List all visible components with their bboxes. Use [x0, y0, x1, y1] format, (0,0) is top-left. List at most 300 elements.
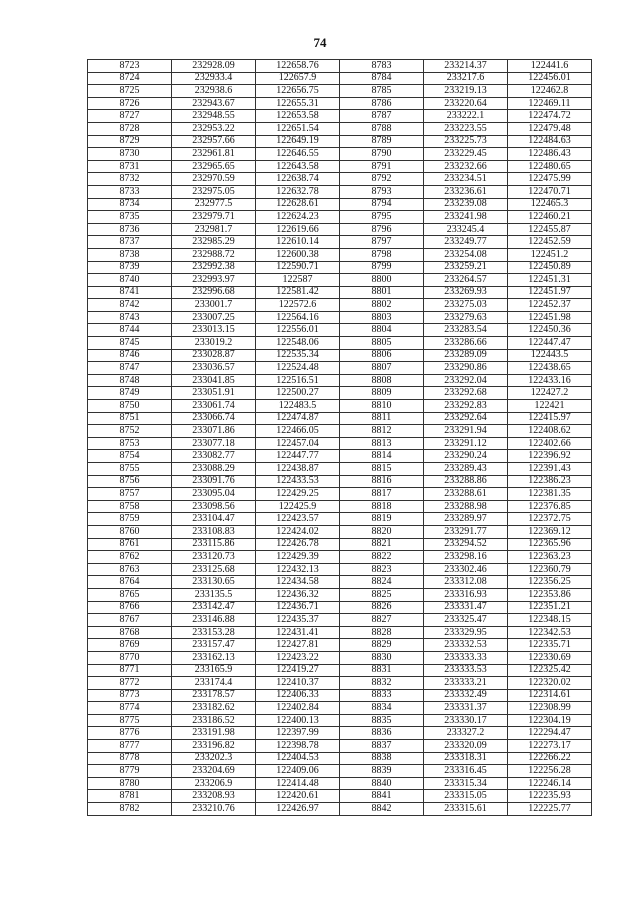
table-row [88, 601, 592, 614]
table-row [88, 236, 592, 249]
point-number-right: 8817 [340, 488, 424, 501]
y-coordinate-left: 122483.5 [256, 400, 340, 413]
x-coordinate-right: 233223.55 [424, 122, 508, 135]
point-number-right: 8841 [340, 790, 424, 803]
point-number-left: 8737 [88, 236, 172, 249]
y-coordinate-right: 122356.25 [508, 576, 592, 589]
x-coordinate-right: 233333.53 [424, 664, 508, 677]
point-number-left: 8773 [88, 689, 172, 702]
x-coordinate-right: 233331.37 [424, 702, 508, 715]
point-number-right: 8807 [340, 362, 424, 375]
x-coordinate-right: 233333.33 [424, 651, 508, 664]
y-coordinate-right: 122225.77 [508, 803, 592, 816]
table-row [88, 450, 592, 463]
table-row [88, 677, 592, 690]
x-coordinate-left: 233135.5 [172, 588, 256, 601]
y-coordinate-right: 122342.53 [508, 626, 592, 639]
x-coordinate-left: 233061.74 [172, 400, 256, 413]
point-number-left: 8782 [88, 803, 172, 816]
x-coordinate-right: 233291.12 [424, 437, 508, 450]
x-coordinate-left: 232975.05 [172, 185, 256, 198]
x-coordinate-left: 232977.5 [172, 198, 256, 211]
y-coordinate-right: 122266.22 [508, 752, 592, 765]
point-number-right: 8808 [340, 374, 424, 387]
x-coordinate-left: 232943.67 [172, 97, 256, 110]
x-coordinate-left: 232981.7 [172, 223, 256, 236]
table-row [88, 274, 592, 287]
x-coordinate-left: 233202.3 [172, 752, 256, 765]
y-coordinate-left: 122658.76 [256, 60, 340, 73]
x-coordinate-left: 233095.04 [172, 488, 256, 501]
y-coordinate-right: 122320.02 [508, 677, 592, 690]
y-coordinate-right: 122451.97 [508, 286, 592, 299]
y-coordinate-right: 122433.16 [508, 374, 592, 387]
x-coordinate-left: 233098.56 [172, 500, 256, 513]
point-number-left: 8767 [88, 614, 172, 627]
point-number-right: 8813 [340, 437, 424, 450]
point-number-right: 8791 [340, 160, 424, 173]
point-number-left: 8753 [88, 437, 172, 450]
point-number-left: 8763 [88, 563, 172, 576]
table-row [88, 664, 592, 677]
y-coordinate-left: 122423.57 [256, 513, 340, 526]
x-coordinate-right: 233269.93 [424, 286, 508, 299]
table-row [88, 463, 592, 476]
point-number-right: 8788 [340, 122, 424, 135]
point-number-right: 8822 [340, 551, 424, 564]
x-coordinate-left: 233108.83 [172, 525, 256, 538]
x-coordinate-left: 233115.86 [172, 538, 256, 551]
table-row [88, 727, 592, 740]
table-row [88, 286, 592, 299]
table-row [88, 374, 592, 387]
point-number-left: 8725 [88, 85, 172, 98]
table-row [88, 223, 592, 236]
x-coordinate-left: 232970.59 [172, 173, 256, 186]
y-coordinate-left: 122432.13 [256, 563, 340, 576]
x-coordinate-left: 232957.66 [172, 135, 256, 148]
table-row [88, 626, 592, 639]
y-coordinate-left: 122632.78 [256, 185, 340, 198]
y-coordinate-right: 122294.47 [508, 727, 592, 740]
y-coordinate-left: 122600.38 [256, 248, 340, 261]
y-coordinate-right: 122451.2 [508, 248, 592, 261]
point-number-right: 8786 [340, 97, 424, 110]
point-number-right: 8795 [340, 211, 424, 224]
x-coordinate-right: 233232.66 [424, 160, 508, 173]
table-row [88, 337, 592, 350]
table-row [88, 576, 592, 589]
y-coordinate-left: 122429.39 [256, 551, 340, 564]
y-coordinate-left: 122410.37 [256, 677, 340, 690]
point-number-left: 8764 [88, 576, 172, 589]
x-coordinate-right: 233320.09 [424, 740, 508, 753]
x-coordinate-left: 232979.71 [172, 211, 256, 224]
coordinates-table [87, 59, 592, 816]
y-coordinate-left: 122427.81 [256, 639, 340, 652]
y-coordinate-right: 122452.59 [508, 236, 592, 249]
x-coordinate-right: 233316.45 [424, 765, 508, 778]
point-number-left: 8777 [88, 740, 172, 753]
point-number-left: 8744 [88, 324, 172, 337]
x-coordinate-right: 233241.98 [424, 211, 508, 224]
x-coordinate-right: 233289.97 [424, 513, 508, 526]
point-number-left: 8726 [88, 97, 172, 110]
x-coordinate-right: 233220.64 [424, 97, 508, 110]
y-coordinate-right: 122480.65 [508, 160, 592, 173]
x-coordinate-left: 233041.85 [172, 374, 256, 387]
point-number-left: 8741 [88, 286, 172, 299]
point-number-right: 8805 [340, 337, 424, 350]
table-row [88, 551, 592, 564]
x-coordinate-left: 233153.28 [172, 626, 256, 639]
point-number-right: 8833 [340, 689, 424, 702]
y-coordinate-left: 122434.58 [256, 576, 340, 589]
x-coordinate-left: 232965.65 [172, 160, 256, 173]
x-coordinate-right: 233302.46 [424, 563, 508, 576]
table-row [88, 588, 592, 601]
x-coordinate-right: 233288.61 [424, 488, 508, 501]
point-number-left: 8774 [88, 702, 172, 715]
y-coordinate-right: 122484.63 [508, 135, 592, 148]
y-coordinate-right: 122246.14 [508, 777, 592, 790]
y-coordinate-left: 122420.61 [256, 790, 340, 803]
point-number-right: 8811 [340, 412, 424, 425]
y-coordinate-right: 122450.36 [508, 324, 592, 337]
y-coordinate-right: 122308.99 [508, 702, 592, 715]
x-coordinate-left: 233088.29 [172, 463, 256, 476]
point-number-right: 8835 [340, 714, 424, 727]
point-number-left: 8776 [88, 727, 172, 740]
x-coordinate-left: 232988.72 [172, 248, 256, 261]
x-coordinate-right: 233290.24 [424, 450, 508, 463]
point-number-right: 8842 [340, 803, 424, 816]
x-coordinate-right: 233331.47 [424, 601, 508, 614]
y-coordinate-right: 122455.87 [508, 223, 592, 236]
table-row [88, 689, 592, 702]
x-coordinate-right: 233217.6 [424, 72, 508, 85]
point-number-right: 8798 [340, 248, 424, 261]
table-row [88, 387, 592, 400]
y-coordinate-left: 122657.9 [256, 72, 340, 85]
y-coordinate-right: 122314.61 [508, 689, 592, 702]
y-coordinate-right: 122421 [508, 400, 592, 413]
point-number-right: 8809 [340, 387, 424, 400]
point-number-right: 8810 [340, 400, 424, 413]
y-coordinate-left: 122402.84 [256, 702, 340, 715]
point-number-right: 8830 [340, 651, 424, 664]
x-coordinate-right: 233275.03 [424, 299, 508, 312]
point-number-right: 8820 [340, 525, 424, 538]
x-coordinate-left: 233130.65 [172, 576, 256, 589]
point-number-right: 8792 [340, 173, 424, 186]
y-coordinate-left: 122628.61 [256, 198, 340, 211]
point-number-left: 8747 [88, 362, 172, 375]
point-number-right: 8797 [340, 236, 424, 249]
y-coordinate-left: 122409.06 [256, 765, 340, 778]
table-row [88, 488, 592, 501]
x-coordinate-right: 233292.83 [424, 400, 508, 413]
x-coordinate-right: 233327.2 [424, 727, 508, 740]
x-coordinate-left: 232993.97 [172, 274, 256, 287]
x-coordinate-left: 233204.69 [172, 765, 256, 778]
table-row [88, 349, 592, 362]
y-coordinate-right: 122452.37 [508, 299, 592, 312]
table-row [88, 135, 592, 148]
x-coordinate-right: 233291.77 [424, 525, 508, 538]
y-coordinate-right: 122256.28 [508, 765, 592, 778]
y-coordinate-right: 122469.11 [508, 97, 592, 110]
point-number-right: 8836 [340, 727, 424, 740]
y-coordinate-right: 122363.23 [508, 551, 592, 564]
point-number-right: 8790 [340, 148, 424, 161]
x-coordinate-left: 233001.7 [172, 299, 256, 312]
y-coordinate-right: 122408.62 [508, 425, 592, 438]
table-row [88, 261, 592, 274]
table-row [88, 160, 592, 173]
point-number-left: 8754 [88, 450, 172, 463]
coordinates-table-body [88, 60, 592, 816]
x-coordinate-right: 233214.37 [424, 60, 508, 73]
x-coordinate-right: 233332.49 [424, 689, 508, 702]
x-coordinate-right: 233292.64 [424, 412, 508, 425]
x-coordinate-left: 232961.81 [172, 148, 256, 161]
table-row [88, 110, 592, 123]
point-number-left: 8745 [88, 337, 172, 350]
point-number-right: 8825 [340, 588, 424, 601]
y-coordinate-right: 122447.47 [508, 337, 592, 350]
y-coordinate-left: 122419.27 [256, 664, 340, 677]
x-coordinate-right: 233239.08 [424, 198, 508, 211]
point-number-right: 8828 [340, 626, 424, 639]
point-number-left: 8781 [88, 790, 172, 803]
point-number-right: 8827 [340, 614, 424, 627]
x-coordinate-right: 233283.54 [424, 324, 508, 337]
table-row [88, 765, 592, 778]
point-number-left: 8778 [88, 752, 172, 765]
table-row [88, 97, 592, 110]
y-coordinate-right: 122376.85 [508, 500, 592, 513]
point-number-left: 8752 [88, 425, 172, 438]
x-coordinate-right: 233292.04 [424, 374, 508, 387]
x-coordinate-right: 233315.34 [424, 777, 508, 790]
table-row [88, 513, 592, 526]
point-number-left: 8768 [88, 626, 172, 639]
y-coordinate-left: 122426.78 [256, 538, 340, 551]
y-coordinate-right: 122348.15 [508, 614, 592, 627]
y-coordinate-right: 122353.86 [508, 588, 592, 601]
x-coordinate-right: 233315.61 [424, 803, 508, 816]
point-number-left: 8748 [88, 374, 172, 387]
y-coordinate-left: 122564.16 [256, 311, 340, 324]
point-number-left: 8727 [88, 110, 172, 123]
point-number-left: 8780 [88, 777, 172, 790]
point-number-left: 8749 [88, 387, 172, 400]
table-row [88, 500, 592, 513]
point-number-right: 8803 [340, 311, 424, 324]
y-coordinate-right: 122235.93 [508, 790, 592, 803]
y-coordinate-left: 122572.6 [256, 299, 340, 312]
table-row [88, 198, 592, 211]
point-number-left: 8755 [88, 463, 172, 476]
table-row [88, 173, 592, 186]
table-row [88, 803, 592, 816]
y-coordinate-right: 122381.35 [508, 488, 592, 501]
x-coordinate-left: 233146.88 [172, 614, 256, 627]
x-coordinate-right: 233264.57 [424, 274, 508, 287]
point-number-right: 8789 [340, 135, 424, 148]
x-coordinate-right: 233254.08 [424, 248, 508, 261]
y-coordinate-right: 122365.96 [508, 538, 592, 551]
table-row [88, 425, 592, 438]
point-number-left: 8772 [88, 677, 172, 690]
y-coordinate-left: 122431.41 [256, 626, 340, 639]
point-number-left: 8779 [88, 765, 172, 778]
y-coordinate-left: 122425.9 [256, 500, 340, 513]
y-coordinate-right: 122451.31 [508, 274, 592, 287]
table-row [88, 400, 592, 413]
table-row [88, 185, 592, 198]
y-coordinate-left: 122548.06 [256, 337, 340, 350]
table-row [88, 714, 592, 727]
point-number-right: 8794 [340, 198, 424, 211]
x-coordinate-right: 233288.86 [424, 475, 508, 488]
x-coordinate-left: 233157.47 [172, 639, 256, 652]
x-coordinate-left: 232948.55 [172, 110, 256, 123]
point-number-right: 8816 [340, 475, 424, 488]
table-row [88, 412, 592, 425]
y-coordinate-right: 122360.79 [508, 563, 592, 576]
x-coordinate-left: 233013.15 [172, 324, 256, 337]
point-number-left: 8762 [88, 551, 172, 564]
table-row [88, 525, 592, 538]
point-number-left: 8775 [88, 714, 172, 727]
y-coordinate-left: 122651.54 [256, 122, 340, 135]
x-coordinate-right: 233291.94 [424, 425, 508, 438]
y-coordinate-left: 122474.87 [256, 412, 340, 425]
x-coordinate-right: 233279.63 [424, 311, 508, 324]
y-coordinate-left: 122457.04 [256, 437, 340, 450]
point-number-left: 8733 [88, 185, 172, 198]
point-number-left: 8732 [88, 173, 172, 186]
table-row [88, 614, 592, 627]
x-coordinate-left: 233125.68 [172, 563, 256, 576]
table-row [88, 639, 592, 652]
table-row [88, 72, 592, 85]
x-coordinate-left: 233178.57 [172, 689, 256, 702]
point-number-right: 8804 [340, 324, 424, 337]
point-number-left: 8723 [88, 60, 172, 73]
y-coordinate-left: 122643.58 [256, 160, 340, 173]
y-coordinate-right: 122479.48 [508, 122, 592, 135]
point-number-right: 8806 [340, 349, 424, 362]
point-number-right: 8800 [340, 274, 424, 287]
x-coordinate-right: 233329.95 [424, 626, 508, 639]
y-coordinate-right: 122304.19 [508, 714, 592, 727]
table-row [88, 752, 592, 765]
y-coordinate-left: 122414.48 [256, 777, 340, 790]
point-number-right: 8837 [340, 740, 424, 753]
point-number-right: 8815 [340, 463, 424, 476]
x-coordinate-left: 233165.9 [172, 664, 256, 677]
y-coordinate-right: 122441.6 [508, 60, 592, 73]
x-coordinate-right: 233325.47 [424, 614, 508, 627]
x-coordinate-left: 233120.73 [172, 551, 256, 564]
point-number-left: 8736 [88, 223, 172, 236]
point-number-left: 8769 [88, 639, 172, 652]
point-number-right: 8821 [340, 538, 424, 551]
point-number-right: 8802 [340, 299, 424, 312]
y-coordinate-left: 122653.58 [256, 110, 340, 123]
y-coordinate-left: 122516.51 [256, 374, 340, 387]
x-coordinate-left: 232996.68 [172, 286, 256, 299]
point-number-right: 8812 [340, 425, 424, 438]
x-coordinate-left: 232985.29 [172, 236, 256, 249]
table-row [88, 777, 592, 790]
y-coordinate-left: 122433.53 [256, 475, 340, 488]
point-number-right: 8840 [340, 777, 424, 790]
table-row [88, 437, 592, 450]
table-row [88, 122, 592, 135]
point-number-left: 8739 [88, 261, 172, 274]
point-number-left: 8750 [88, 400, 172, 413]
y-coordinate-left: 122424.02 [256, 525, 340, 538]
point-number-right: 8823 [340, 563, 424, 576]
table-row [88, 563, 592, 576]
y-coordinate-left: 122655.31 [256, 97, 340, 110]
y-coordinate-left: 122524.48 [256, 362, 340, 375]
y-coordinate-left: 122436.71 [256, 601, 340, 614]
x-coordinate-right: 233292.68 [424, 387, 508, 400]
x-coordinate-left: 233091.76 [172, 475, 256, 488]
y-coordinate-right: 122273.17 [508, 740, 592, 753]
y-coordinate-left: 122406.33 [256, 689, 340, 702]
x-coordinate-right: 233298.16 [424, 551, 508, 564]
x-coordinate-right: 233330.17 [424, 714, 508, 727]
x-coordinate-left: 232938.6 [172, 85, 256, 98]
point-number-left: 8729 [88, 135, 172, 148]
y-coordinate-left: 122590.71 [256, 261, 340, 274]
y-coordinate-left: 122656.75 [256, 85, 340, 98]
y-coordinate-left: 122646.55 [256, 148, 340, 161]
y-coordinate-left: 122638.74 [256, 173, 340, 186]
point-number-right: 8826 [340, 601, 424, 614]
point-number-right: 8783 [340, 60, 424, 73]
point-number-left: 8743 [88, 311, 172, 324]
x-coordinate-left: 233066.74 [172, 412, 256, 425]
x-coordinate-left: 233104.47 [172, 513, 256, 526]
y-coordinate-right: 122443.5 [508, 349, 592, 362]
x-coordinate-left: 233028.87 [172, 349, 256, 362]
y-coordinate-right: 122465.3 [508, 198, 592, 211]
point-number-right: 8799 [340, 261, 424, 274]
x-coordinate-left: 233162.13 [172, 651, 256, 664]
y-coordinate-left: 122447.77 [256, 450, 340, 463]
point-number-left: 8731 [88, 160, 172, 173]
y-coordinate-right: 122369.12 [508, 525, 592, 538]
x-coordinate-left: 233182.62 [172, 702, 256, 715]
table-row [88, 211, 592, 224]
x-coordinate-right: 233294.52 [424, 538, 508, 551]
x-coordinate-left: 233071.86 [172, 425, 256, 438]
y-coordinate-right: 122460.21 [508, 211, 592, 224]
x-coordinate-left: 233051.91 [172, 387, 256, 400]
point-number-right: 8814 [340, 450, 424, 463]
x-coordinate-left: 232992.38 [172, 261, 256, 274]
y-coordinate-right: 122451.98 [508, 311, 592, 324]
x-coordinate-left: 233186.52 [172, 714, 256, 727]
table-row [88, 362, 592, 375]
